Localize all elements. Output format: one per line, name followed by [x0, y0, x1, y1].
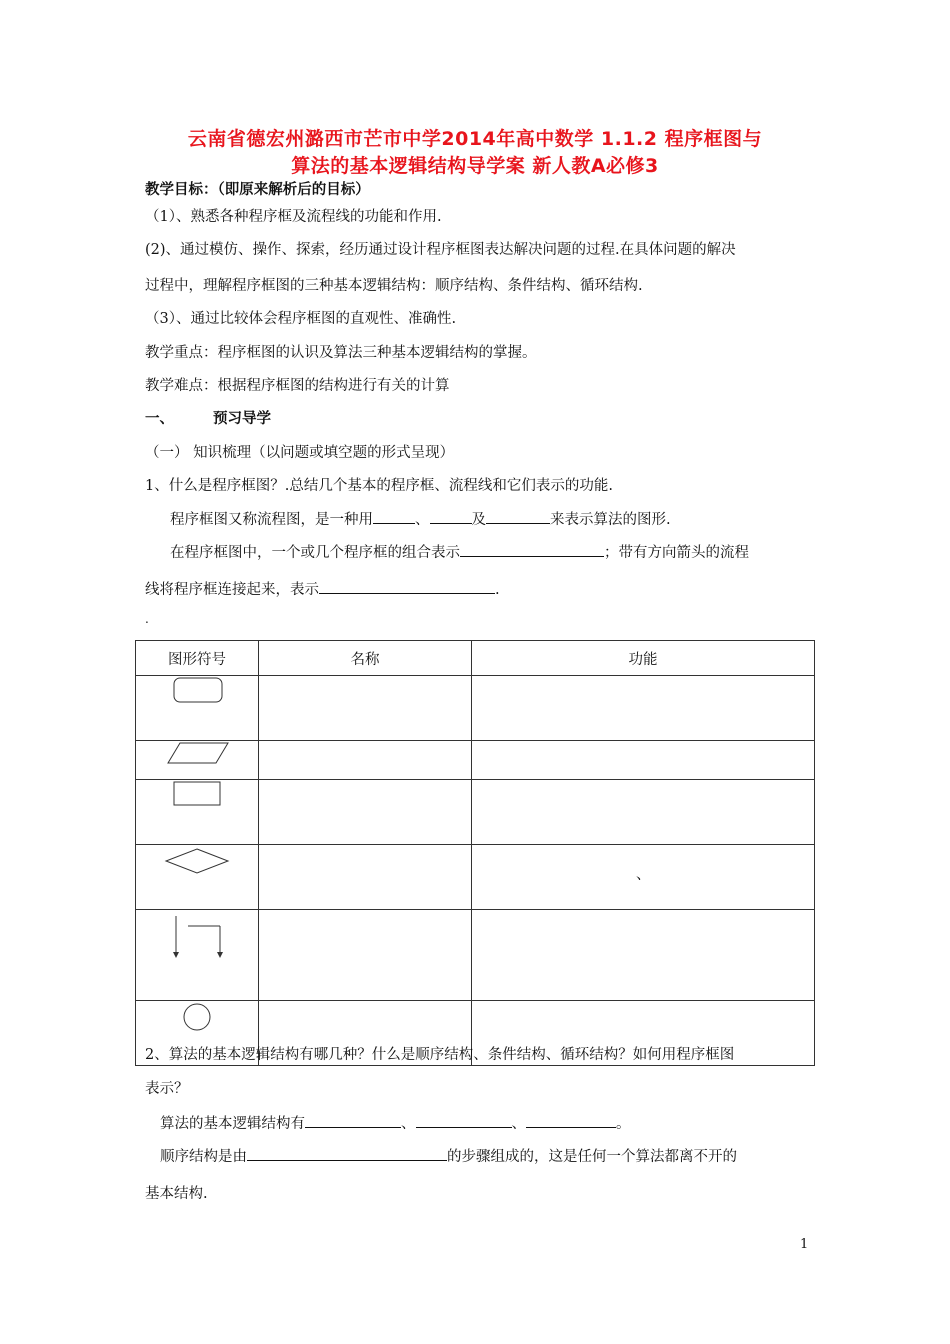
header-function: 功能 [472, 641, 815, 676]
fill3-text-a: 线将程序框连接起来，表示 [145, 582, 319, 598]
question2-text-a: 2、算法的基本逻辑结构有哪几种？什么是顺序结构、条件结构、循环结构？如何用程序框图 [145, 1047, 735, 1063]
objective-2b: 过程中，理解程序框图的三种基本逻辑结构：顺序结构、条件结构、循环结构. [145, 278, 643, 294]
symbol-cell [136, 845, 259, 910]
fill2-text-a: 在程序框图中，一个或几个程序框的组合表示 [170, 545, 460, 561]
objective-3: （3）、通过比较体会程序框图的直观性、准确性. [145, 311, 457, 327]
header-name: 名称 [259, 641, 472, 676]
answer-blank [460, 542, 604, 557]
q2-fill2-text-b: 的步骤组成的，这是任何一个算法都离不开的 [447, 1149, 737, 1165]
q2-end: 。 [616, 1116, 631, 1132]
function-cell[interactable] [472, 910, 815, 1001]
answer-blank [319, 579, 495, 594]
function-cell[interactable] [472, 676, 815, 741]
flowchart-symbol-table [135, 640, 815, 1066]
question1-fill1 [170, 508, 671, 529]
fill1-sep2: 及 [471, 512, 486, 528]
objective-1: （1）、熟悉各种程序框及流程线的功能和作用. [145, 209, 442, 225]
question1-fill2 [170, 541, 749, 562]
objectives-heading: 教学目标：（即原来解析后的目标） [145, 182, 370, 198]
page-number: 1 [800, 1237, 809, 1252]
objective-2a: (2)、通过模仿、操作、探索，经历通过设计程序框图表达解决问题的过程.在具体问题的解决 [145, 242, 736, 258]
table-row [136, 780, 815, 845]
symbol-cell [136, 780, 259, 845]
function-cell[interactable] [472, 741, 815, 780]
diamond-icon [136, 845, 258, 905]
table-row [136, 910, 815, 1001]
parallelogram-icon [136, 741, 258, 775]
key-point: 教学重点：程序框图的认识及算法三种基本逻辑结构的掌握。 [145, 345, 537, 361]
stray-mark: 、 [636, 867, 651, 883]
section1-subheading: （一） 知识梳理（以问题或填空题的形式呈现） [145, 445, 455, 461]
q2-sep2: 、 [511, 1116, 526, 1132]
answer-blank [486, 509, 550, 524]
answer-blank [430, 509, 472, 524]
fill1-sep1: 、 [415, 512, 430, 528]
rounded-rectangle-icon [136, 676, 258, 736]
question1-fill3 [145, 578, 500, 599]
answer-blank [526, 1113, 616, 1128]
table-row [136, 676, 815, 741]
q2-fill1-text: 算法的基本逻辑结构有 [160, 1116, 305, 1132]
stray-dot: . [145, 612, 149, 626]
answer-blank [373, 509, 415, 524]
section1-number: 一、 [145, 411, 174, 427]
name-cell[interactable] [259, 780, 472, 845]
table-row [136, 741, 815, 780]
name-cell[interactable] [259, 910, 472, 1001]
section1-title: 预习导学 [213, 411, 271, 427]
symbol-cell [136, 910, 259, 1001]
answer-blank [305, 1113, 401, 1128]
fill1-text-b: 来表示算法的图形. [550, 512, 671, 528]
table-row [136, 845, 815, 910]
fill1-text-a: 程序框图又称流程图，是一种用 [170, 512, 373, 528]
answer-blank [416, 1113, 512, 1128]
document-title-line1: 云南省德宏州潞西市芒市中学2014年高中数学 1.1.2 程序框图与 [187, 128, 763, 150]
question2-fill2-continued: 基本结构. [145, 1186, 208, 1202]
fill2-text-b: ；带有方向箭头的流程 [604, 545, 749, 561]
fill3-text-b: . [495, 582, 500, 598]
document-title-line2: 算法的基本逻辑结构导学案 新人教A必修3 [291, 155, 659, 177]
question1-text: 1、什么是程序框图？.总结几个基本的程序框、流程线和它们表示的功能. [145, 478, 613, 494]
question2-fill2 [160, 1145, 737, 1166]
q2-fill2-text-a: 顺序结构是由 [160, 1149, 247, 1165]
symbol-cell [136, 676, 259, 741]
flow-arrows-icon [136, 910, 258, 996]
function-cell[interactable] [472, 845, 815, 910]
question2-fill1 [160, 1112, 631, 1133]
header-symbol: 图形符号 [136, 641, 259, 676]
question2-text-b: 表示？ [145, 1081, 189, 1097]
function-cell[interactable] [472, 780, 815, 845]
name-cell[interactable] [259, 741, 472, 780]
difficulty: 教学难点：根据程序框图的结构进行有关的计算 [145, 378, 450, 394]
answer-blank [247, 1146, 447, 1161]
q2-sep1: 、 [401, 1116, 416, 1132]
rectangle-icon [136, 780, 258, 840]
symbol-cell [136, 741, 259, 780]
table-header-row [136, 641, 815, 676]
name-cell[interactable] [259, 845, 472, 910]
name-cell[interactable] [259, 676, 472, 741]
